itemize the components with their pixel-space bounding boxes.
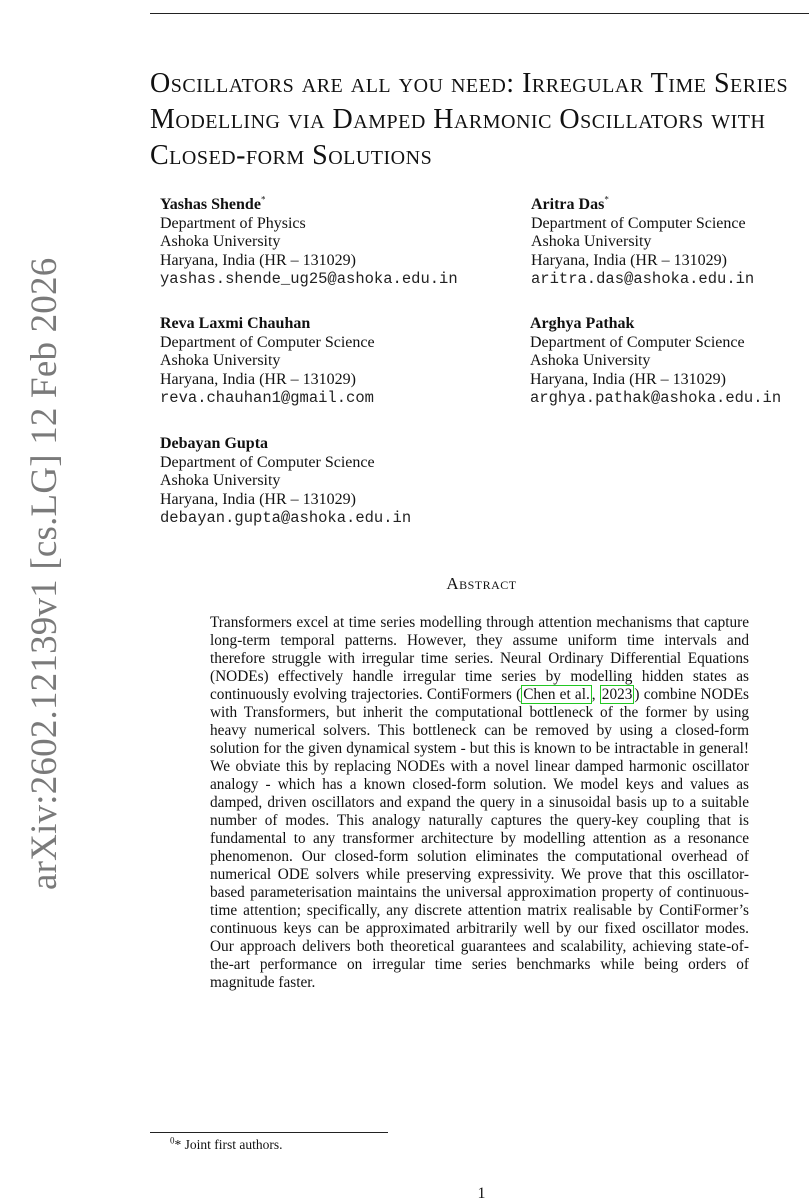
footnote-text: * Joint first authors.: [174, 1137, 283, 1152]
author-email[interactable]: yashas.shende_ug25@ashoka.edu.in: [160, 270, 458, 288]
author-email[interactable]: arghya.pathak@ashoka.edu.in: [530, 389, 782, 407]
author-name: Debayan Gupta: [160, 435, 269, 452]
author-marker: *: [604, 194, 609, 205]
author-location: Haryana, India (HR – 131029): [160, 370, 356, 388]
author-university: Ashoka University: [160, 352, 281, 369]
author-block: [160, 315, 375, 408]
author-department: Department of Computer Science: [160, 453, 375, 471]
author-location: Haryana, India (HR – 131029): [530, 370, 726, 388]
author-department: Department of Computer Science: [531, 214, 746, 232]
author-name: Aritra Das: [531, 196, 605, 213]
citation-year-link[interactable]: 2023: [601, 686, 633, 703]
top-rule: [150, 13, 809, 14]
author-department: Department of Physics: [160, 214, 306, 232]
author-department: Department of Computer Science: [530, 333, 745, 351]
author-block: [531, 196, 754, 289]
paper-title: Oscillators are all you need: Irregular Time Series Modelling via Damped Harmonic Oscillators with Closed-form Solutions: [150, 68, 789, 171]
author-email[interactable]: reva.chauhan1@gmail.com: [160, 389, 374, 407]
author-email[interactable]: debayan.gupta@ashoka.edu.in: [160, 509, 412, 527]
arxiv-identifier: arXiv:2602.12139v1 [cs.LG] 12 Feb 2026: [24, 257, 65, 890]
page-number: 1: [477, 1185, 486, 1202]
author-location: Haryana, India (HR – 131029): [531, 251, 727, 269]
author-university: Ashoka University: [160, 472, 281, 489]
author-department: Department of Computer Science: [160, 333, 375, 351]
author-email[interactable]: aritra.das@ashoka.edu.in: [531, 270, 755, 288]
author-location: Haryana, India (HR – 131029): [160, 490, 356, 508]
author-block: [530, 315, 781, 408]
author-block: [160, 196, 458, 289]
author-name: Arghya Pathak: [530, 315, 635, 332]
abstract-body: [210, 614, 749, 992]
footnote: [170, 1137, 283, 1153]
author-block: [160, 435, 411, 528]
author-location: Haryana, India (HR – 131029): [160, 251, 356, 269]
citation: ( Chen et al. , 2023 ): [516, 686, 640, 703]
citation-link[interactable]: Chen et al.: [523, 686, 590, 703]
author-university: Ashoka University: [531, 233, 652, 250]
footnote-rule: [150, 1132, 388, 1133]
abstract-text: Transformers excel at time series modelling through attention mechanisms that capture long-term temporal patterns. However, they assume uniform time intervals and therefore struggle with irregular time series. Neural Ordinary Differential Equations (NODEs) effectively handle irregular time series by modelling hidden states as continuously evolving trajectories. ContiFormers: [210, 614, 749, 703]
abstract-heading: Abstract: [446, 574, 517, 593]
author-university: Ashoka University: [160, 233, 281, 250]
abstract-text: combine NODEs with Transformers, but inherit the computational bottleneck of the former by using heavy numerical solvers. This bottleneck can be removed by using a closed-form solution for the given dynamical system - but this is known to be intractable in general! We obviate this by replacing NODEs with a novel linear damped harmonic oscillator analogy - which has a known closed-form solution. We model keys and values as damped, driven oscillators and expand the query in a sinusoidal basis up to a suitable number of modes. This analogy naturally captures the query-key coupling that is fundamental to any transformer architecture by modelling attention as a resonance phenomenon. Our closed-form solution eliminates the computational overhead of numerical ODE solvers while preserving expressivity. We prove that this oscillator-based parameterisation maintains the universal approximation property of continuous-time attention; specifically, any discrete attention matrix realisable by ContiFormer’s continuous keys can be approximated arbitrarily well by our fixed oscillator modes. Our approach delivers both theoretical guarantees and scalability, achieving state-of-the-art performance on irregular time series benchmarks while being orders of magnitude faster.: [210, 686, 749, 991]
author-marker: *: [260, 194, 266, 205]
author-university: Ashoka University: [530, 352, 651, 369]
author-name: Reva Laxmi Chauhan: [160, 315, 311, 332]
author-name: Yashas Shende: [160, 196, 261, 213]
footnote-mark: 0: [170, 1135, 175, 1146]
